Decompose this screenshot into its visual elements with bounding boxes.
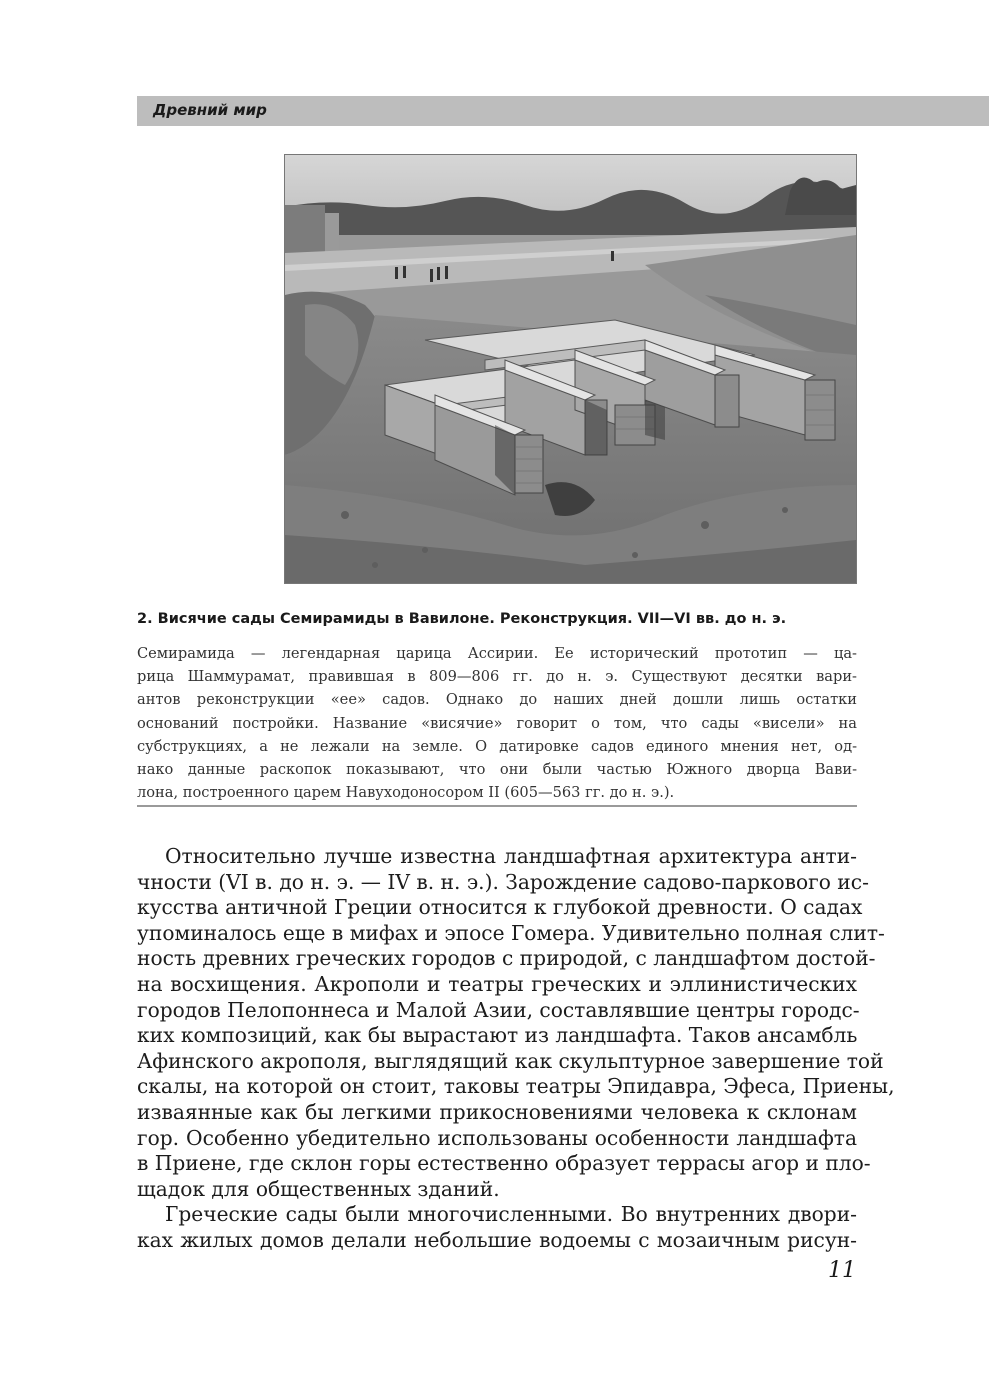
caption-divider (137, 805, 857, 807)
body-line: Относительно лучше известна ландшафтная архитектура анти- (165, 844, 857, 868)
figure-caption-text (137, 642, 857, 804)
ruins-photo (284, 154, 857, 584)
caption-line: лона, построенного царем Навуходоносором II (605—563 гг. до н. э.). (137, 784, 675, 802)
caption-line: нако данные раскопок показывают, что они были частью Южного дворца Вави- (137, 761, 857, 779)
body-line: скалы, на которой он стоит, таковы театры Эпидавра, Эфеса, Приены, (137, 1074, 895, 1099)
body-line: на восхищения. Акрополи и театры греческих и эллинистических (137, 971, 857, 996)
caption-line: Семирамида — легендарная царица Ассирии. Ее исторический прототип — ца- (137, 645, 857, 662)
body-line: ках жилых домов делали небольшие водоемы с мозаичным рисун- (137, 1227, 857, 1252)
page-number: 11 (828, 1258, 856, 1283)
caption-line: оснований постройки. Название «висячие» говорит о том, что сады «висели» на (137, 714, 857, 732)
body-line: гор. Особенно убедительно использованы особенности ландшафта (137, 1125, 857, 1150)
body-line: щадок для общественных зданий. (137, 1176, 500, 1201)
body-line: ность древних греческих городов с природой, с ландшафтом достой- (137, 946, 876, 971)
body-line: кусства античной Греции относится к глубокой древности. О садах (137, 895, 863, 920)
body-line: чности (VI в. до н. э. — IV в. н. э.). Зарождение садово-паркового ис- (137, 869, 869, 894)
body-text (137, 844, 895, 1254)
caption-line: рица Шаммурамат, правившая в 809—806 гг. до н. э. Существуют десятки вари- (137, 668, 857, 686)
caption-line: субструкциях, а не лежали на земле. О датировке садов единого мнения нет, од- (137, 737, 857, 755)
body-line: ких композиций, как бы вырастают из ландшафта. Таков ансамбль (137, 1023, 858, 1048)
caption-line: антов реконструкции «ее» садов. Однако до наших дней дошли лишь остатки (137, 691, 857, 709)
body-line: изваянные как бы легкими прикосновениями человека к склонам (137, 1099, 857, 1124)
section-title: Древний мир (153, 101, 267, 119)
body-line: городов Пелопоннеса и Малой Азии, составлявшие центры городс- (137, 997, 860, 1022)
running-header (137, 96, 989, 126)
figure-caption-title: 2. Висячие сады Семирамиды в Вавилоне. Реконструкция. VII—VI вв. до н. э. (137, 611, 787, 627)
body-line: в Приене, где склон горы естественно образует террасы агор и пло- (137, 1151, 871, 1176)
body-line: Греческие сады были многочисленными. Во внутренних двори- (165, 1202, 857, 1227)
body-line: упоминалось еще в мифах и эпосе Гомера. Удивительно полная слит- (137, 920, 885, 945)
body-line: Афинского акрополя, выглядящий как скульптурное завершение той (137, 1048, 884, 1073)
